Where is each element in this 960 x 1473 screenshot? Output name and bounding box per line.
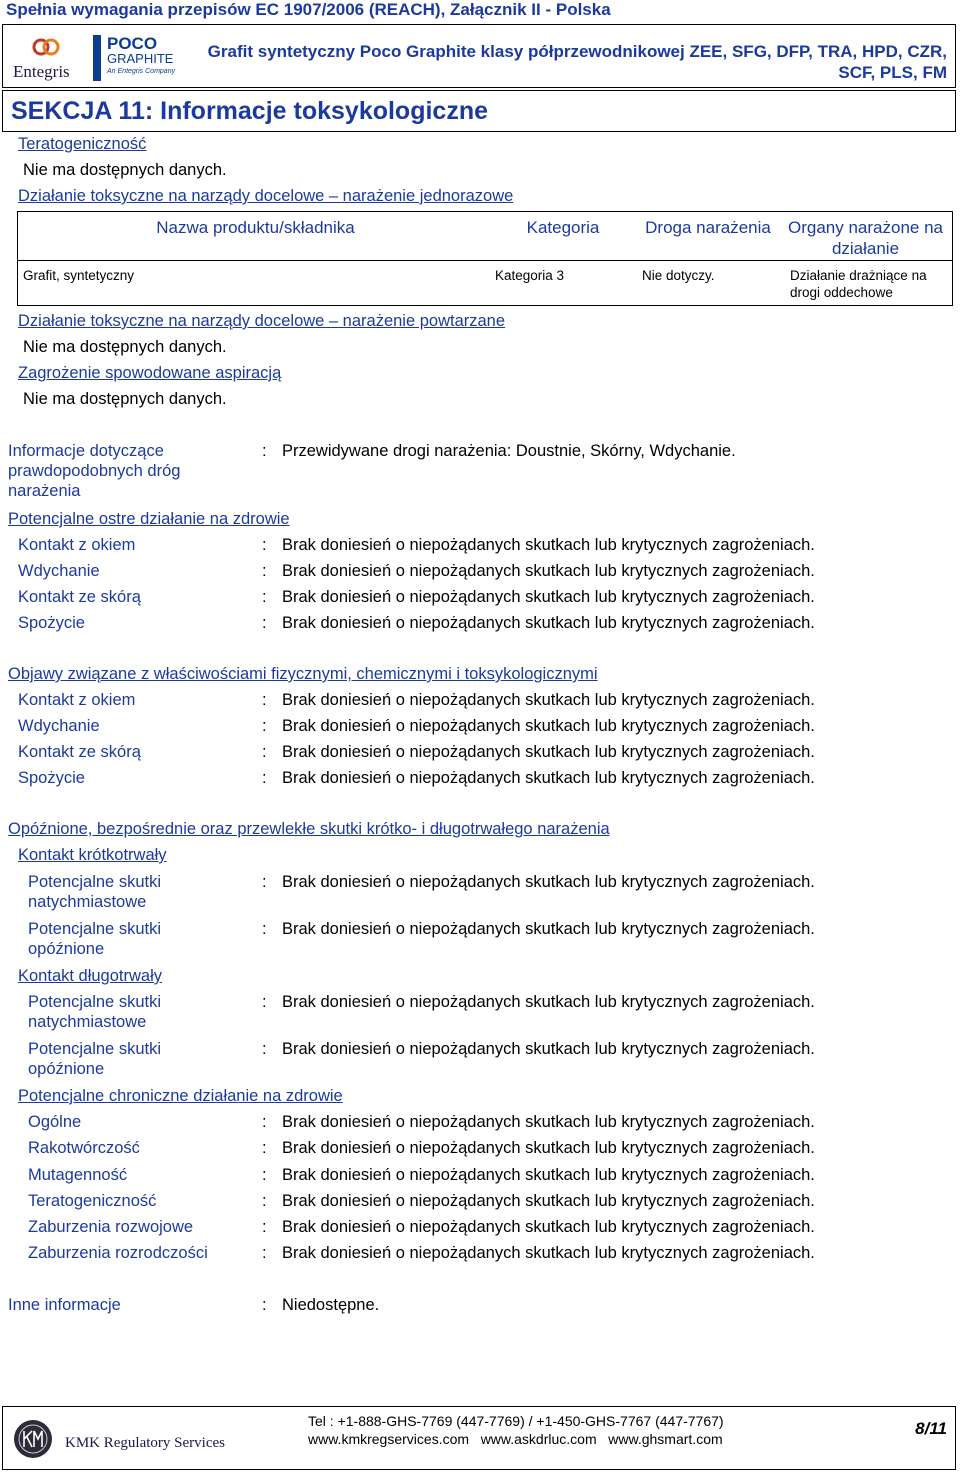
acute-inhalation-label: Wdychanie [18, 562, 100, 580]
footer-telephone: Tel : +1-888-GHS-7769 (447-7769) / +1-450-GHS-7767 (447-7767) [308, 1413, 724, 1429]
colon: : [262, 1113, 267, 1131]
chronic-carcinogenicity-value: Brak doniesień o niepożądanych skutkach lub krytycznych zagrożeniach. [282, 1139, 815, 1157]
acute-skin-label: Kontakt ze skórą [18, 588, 141, 606]
colon: : [262, 536, 267, 554]
colon: : [262, 743, 267, 761]
short-immediate-label-2: natychmiastowe [28, 893, 147, 911]
column-header-product: Nazwa produktu/składnika [156, 218, 355, 237]
symptoms-skin-value: Brak doniesień o niepożądanych skutkach lub krytycznych zagrożeniach. [282, 743, 815, 761]
document-header [2, 24, 956, 88]
document-footer [2, 1406, 956, 1470]
short-delayed-label-2: opóźnione [28, 940, 105, 958]
symptoms-inhalation-label: Wdychanie [18, 717, 100, 735]
poco-graphite-logo [93, 35, 193, 85]
routes-label: Informacje dotyczące prawdopodobnych dróg narażenia [8, 442, 181, 500]
symptoms-eye-label: Kontakt z okiem [18, 691, 136, 709]
aspiration-heading: Zagrożenie spowodowane aspiracją [18, 364, 282, 382]
routes-value: Przewidywane drogi narażenia: Doustnie, Skórny, Wdychanie. [282, 442, 736, 460]
chronic-fertility-value: Brak doniesień o niepożądanych skutkach lub krytycznych zagrożeniach. [282, 1244, 815, 1262]
colon: : [262, 920, 267, 938]
stot-repeated-heading: Działanie toksyczne na narządy docelowe – narażenie powtarzane [18, 312, 506, 330]
stot-single-heading: Działanie toksyczne na narządy docelowe – narażenie jednorazowe [18, 187, 514, 205]
table-cell-product: Grafit, syntetyczny [23, 268, 135, 283]
chronic-fertility-label: Zaburzenia rozrodczości [28, 1244, 208, 1262]
long-term-heading: Kontakt długotrwały [18, 967, 162, 985]
table-cell-route: Nie dotyczy. [642, 268, 715, 283]
section-header [2, 90, 956, 132]
poco-logo-tagline: An Entegris Company [107, 68, 176, 75]
poco-logo-word: POCO [107, 34, 158, 53]
long-immediate-value: Brak doniesień o niepożądanych skutkach lub krytycznych zagrożeniach. [282, 993, 815, 1011]
table-cell-organs: Działanie drażniące na drogi oddechowe [790, 268, 927, 300]
symptoms-skin-label: Kontakt ze skórą [18, 743, 141, 761]
colon: : [262, 614, 267, 632]
footer-websites: www.kmkregservices.com www.askdrluc.com www.ghsmart.com [308, 1431, 723, 1447]
table-divider [18, 260, 952, 261]
colon: : [262, 562, 267, 580]
kmk-company-name: KMK Regulatory Services [65, 1435, 225, 1451]
short-delayed-label-1: Potencjalne skutki [28, 920, 161, 938]
symptoms-eye-value: Brak doniesień o niepożądanych skutkach lub krytycznych zagrożeniach. [282, 691, 815, 709]
short-immediate-label-1: Potencjalne skutki [28, 873, 161, 891]
graphite-logo-word: GRAPHITE [107, 51, 174, 66]
column-header-category: Kategoria [526, 218, 600, 237]
acute-ingestion-value: Brak doniesień o niepożądanych skutkach lub krytycznych zagrożeniach. [282, 614, 815, 632]
short-term-heading: Kontakt krótkotrwały [18, 846, 167, 864]
chronic-carcinogenicity-label: Rakotwórczość [28, 1139, 140, 1157]
long-delayed-value: Brak doniesień o niepożądanych skutkach lub krytycznych zagrożeniach. [282, 1040, 815, 1058]
aspiration-text: Nie ma dostępnych danych. [23, 390, 227, 408]
entegris-logo-text: Entegris [13, 62, 70, 81]
column-header-organs: Organy narażone na działanie [788, 218, 943, 258]
teratogenicity-heading: Teratogeniczność [18, 135, 147, 153]
symptoms-heading: Objawy związane z właściwościami fizycznymi, chemicznymi i toksykologicznymi [8, 665, 598, 683]
long-immediate-label-1: Potencjalne skutki [28, 993, 161, 1011]
page-number: 8/11 [915, 1419, 947, 1438]
teratogenicity-text: Nie ma dostępnych danych. [23, 161, 227, 179]
kmk-logo-icon [13, 1419, 53, 1459]
stot-single-table [17, 211, 953, 306]
colon: : [262, 717, 267, 735]
symptoms-ingestion-value: Brak doniesień o niepożądanych skutkach lub krytycznych zagrożeniach. [282, 769, 815, 787]
chronic-teratogenicity-label: Teratogeniczność [28, 1192, 157, 1210]
colon: : [262, 691, 267, 709]
chronic-teratogenicity-value: Brak doniesień o niepożądanych skutkach lub krytycznych zagrożeniach. [282, 1192, 815, 1210]
stot-repeated-text: Nie ma dostępnych danych. [23, 338, 227, 356]
product-title: Grafit syntetyczny Poco Graphite klasy półprzewodnikowej ZEE, SFG, DFP, TRA, HPD, CZR, SCF, PLS, FM [207, 42, 947, 82]
colon: : [262, 1296, 267, 1314]
short-immediate-value: Brak doniesień o niepożądanych skutkach lub krytycznych zagrożeniach. [282, 873, 815, 891]
other-info-value: Niedostępne. [282, 1296, 380, 1314]
chronic-mutagenicity-value: Brak doniesień o niepożądanych skutkach lub krytycznych zagrożeniach. [282, 1166, 815, 1184]
long-delayed-label-2: opóźnione [28, 1060, 105, 1078]
colon: : [262, 1139, 267, 1157]
entegris-logo [11, 33, 83, 83]
chronic-general-label: Ogólne [28, 1113, 82, 1131]
colon: : [262, 1244, 267, 1262]
colon: : [262, 1166, 267, 1184]
delayed-heading: Opóźnione, bezpośrednie oraz przewlekłe skutki krótko- i długotrwałego narażenia [8, 820, 610, 838]
symptoms-inhalation-value: Brak doniesień o niepożądanych skutkach lub krytycznych zagrożeniach. [282, 717, 815, 735]
chronic-developmental-value: Brak doniesień o niepożądanych skutkach lub krytycznych zagrożeniach. [282, 1218, 815, 1236]
acute-eye-label: Kontakt z okiem [18, 536, 136, 554]
column-header-route: Droga narażenia [645, 218, 771, 237]
chronic-general-value: Brak doniesień o niepożądanych skutkach lub krytycznych zagrożeniach. [282, 1113, 815, 1131]
other-info-label: Inne informacje [8, 1296, 121, 1314]
chronic-mutagenicity-label: Mutagenność [28, 1166, 128, 1184]
chronic-developmental-label: Zaburzenia rozwojowe [28, 1218, 194, 1236]
colon: : [262, 873, 267, 891]
acute-eye-value: Brak doniesień o niepożądanych skutkach lub krytycznych zagrożeniach. [282, 536, 815, 554]
colon: : [262, 1218, 267, 1236]
section-title: SEKCJA 11: Informacje toksykologiczne [11, 97, 489, 125]
colon: : [262, 993, 267, 1011]
colon: : [262, 1040, 267, 1058]
acute-ingestion-label: Spożycie [18, 614, 85, 632]
colon: : [262, 588, 267, 606]
routes-colon: : [262, 442, 267, 460]
acute-inhalation-value: Brak doniesień o niepożądanych skutkach lub krytycznych zagrożeniach. [282, 562, 815, 580]
acute-skin-value: Brak doniesień o niepożądanych skutkach lub krytycznych zagrożeniach. [282, 588, 815, 606]
colon: : [262, 1192, 267, 1210]
regulatory-banner: Spełnia wymagania przepisów EC 1907/2006 (REACH), Załącznik II - Polska [6, 0, 611, 19]
symptoms-ingestion-label: Spożycie [18, 769, 85, 787]
long-immediate-label-2: natychmiastowe [28, 1013, 147, 1031]
chronic-heading: Potencjalne chroniczne działanie na zdrowie [18, 1087, 343, 1105]
table-cell-category: Kategoria 3 [495, 268, 565, 283]
short-delayed-value: Brak doniesień o niepożądanych skutkach lub krytycznych zagrożeniach. [282, 920, 815, 938]
long-delayed-label-1: Potencjalne skutki [28, 1040, 161, 1058]
colon: : [262, 769, 267, 787]
acute-heading: Potencjalne ostre działanie na zdrowie [8, 510, 290, 528]
